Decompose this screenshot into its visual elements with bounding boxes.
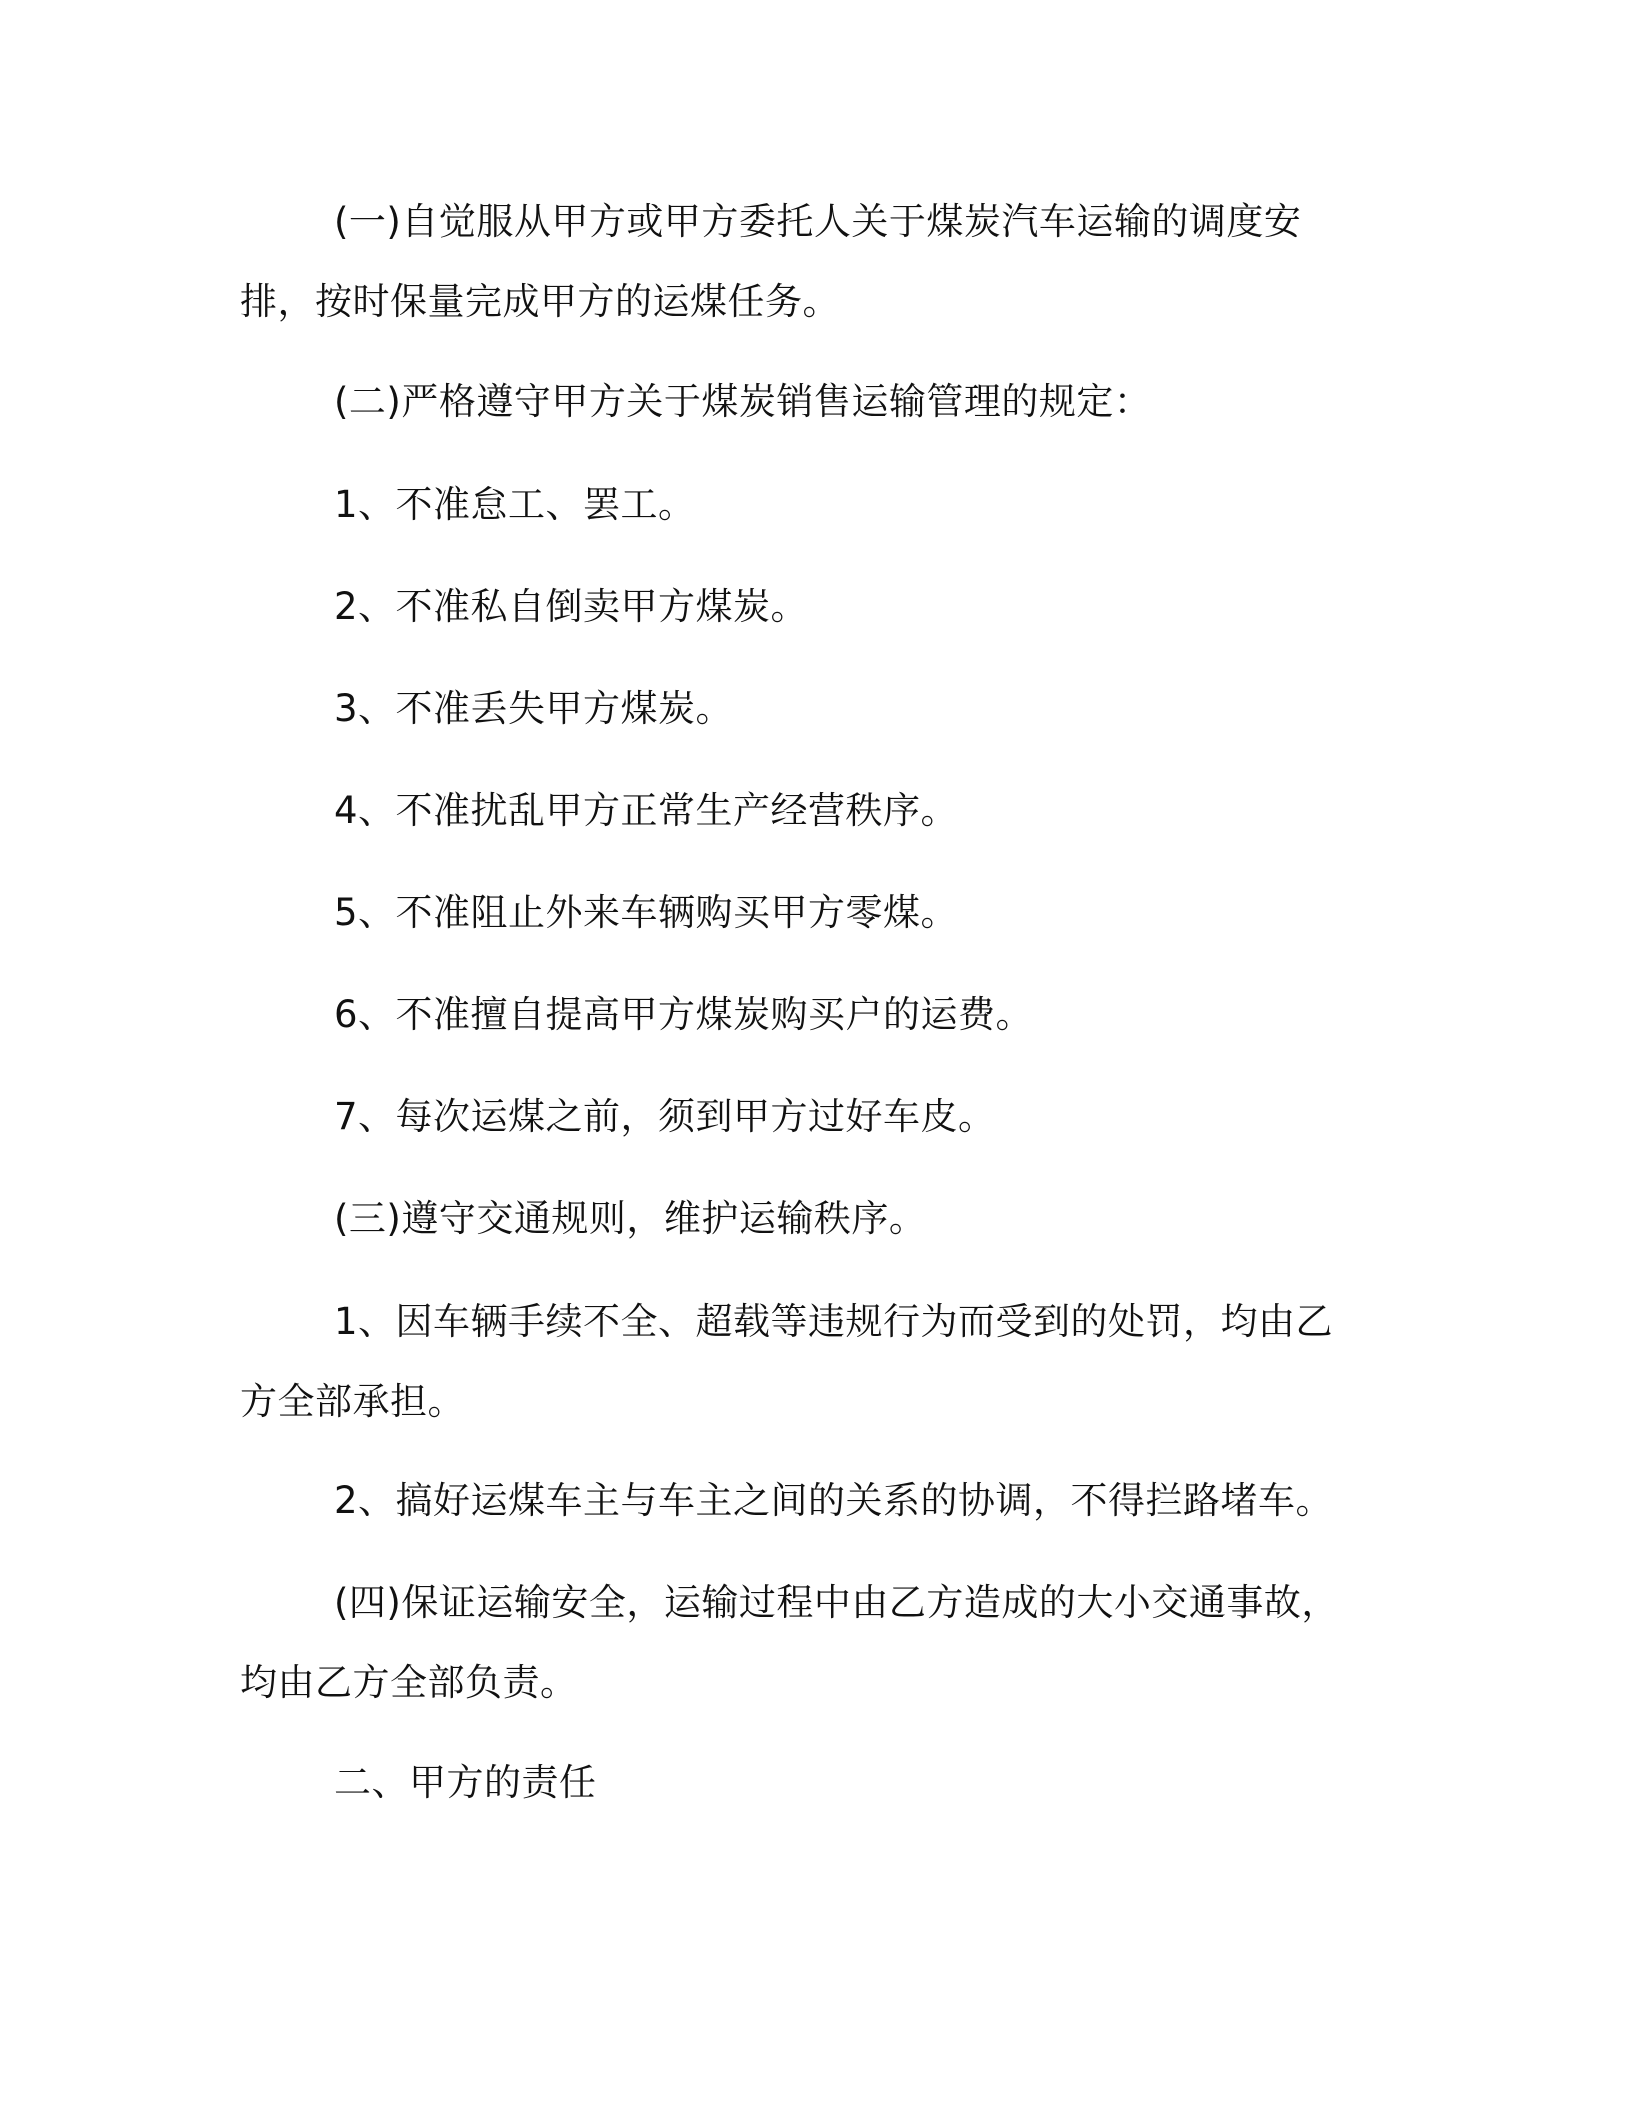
paragraph-12: 2、搞好运煤车主与车主之间的关系的协调，不得拦路堵车。 (334, 1479, 1334, 1522)
paragraph-9: 7、每次运煤之前，须到甲方过好车皮。 (334, 1095, 996, 1138)
paragraph-3: 1、不准怠工、罢工。 (334, 483, 696, 526)
paragraph-13: (四)保证运输安全，运输过程中由乙方造成的大小交通事故，均由乙方全部负责。 (240, 1581, 1339, 1704)
paragraph-5: 3、不准丢失甲方煤炭。 (334, 687, 734, 730)
paragraph-4: 2、不准私自倒卖甲方煤炭。 (334, 585, 809, 628)
paragraph-7: 5、不准阻止外来车辆购买甲方零煤。 (334, 891, 959, 934)
paragraph-6: 4、不准扰乱甲方正常生产经营秩序。 (334, 789, 959, 832)
paragraph-2: (二)严格遵守甲方关于煤炭销售运输管理的规定： (334, 380, 1152, 423)
paragraph-14: 二、甲方的责任 (334, 1761, 597, 1804)
paragraph-11: 1、因车辆手续不全、超载等违规行为而受到的处罚，均由乙方全部承担。 (240, 1300, 1334, 1423)
paragraph-8: 6、不准擅自提高甲方煤炭购买户的运费。 (334, 993, 1034, 1036)
paragraph-10: (三)遵守交通规则，维护运输秩序。 (334, 1197, 927, 1240)
paragraph-1: (一)自觉服从甲方或甲方委托人关于煤炭汽车运输的调度安排，按时保量完成甲方的运煤任务。 (240, 200, 1302, 323)
